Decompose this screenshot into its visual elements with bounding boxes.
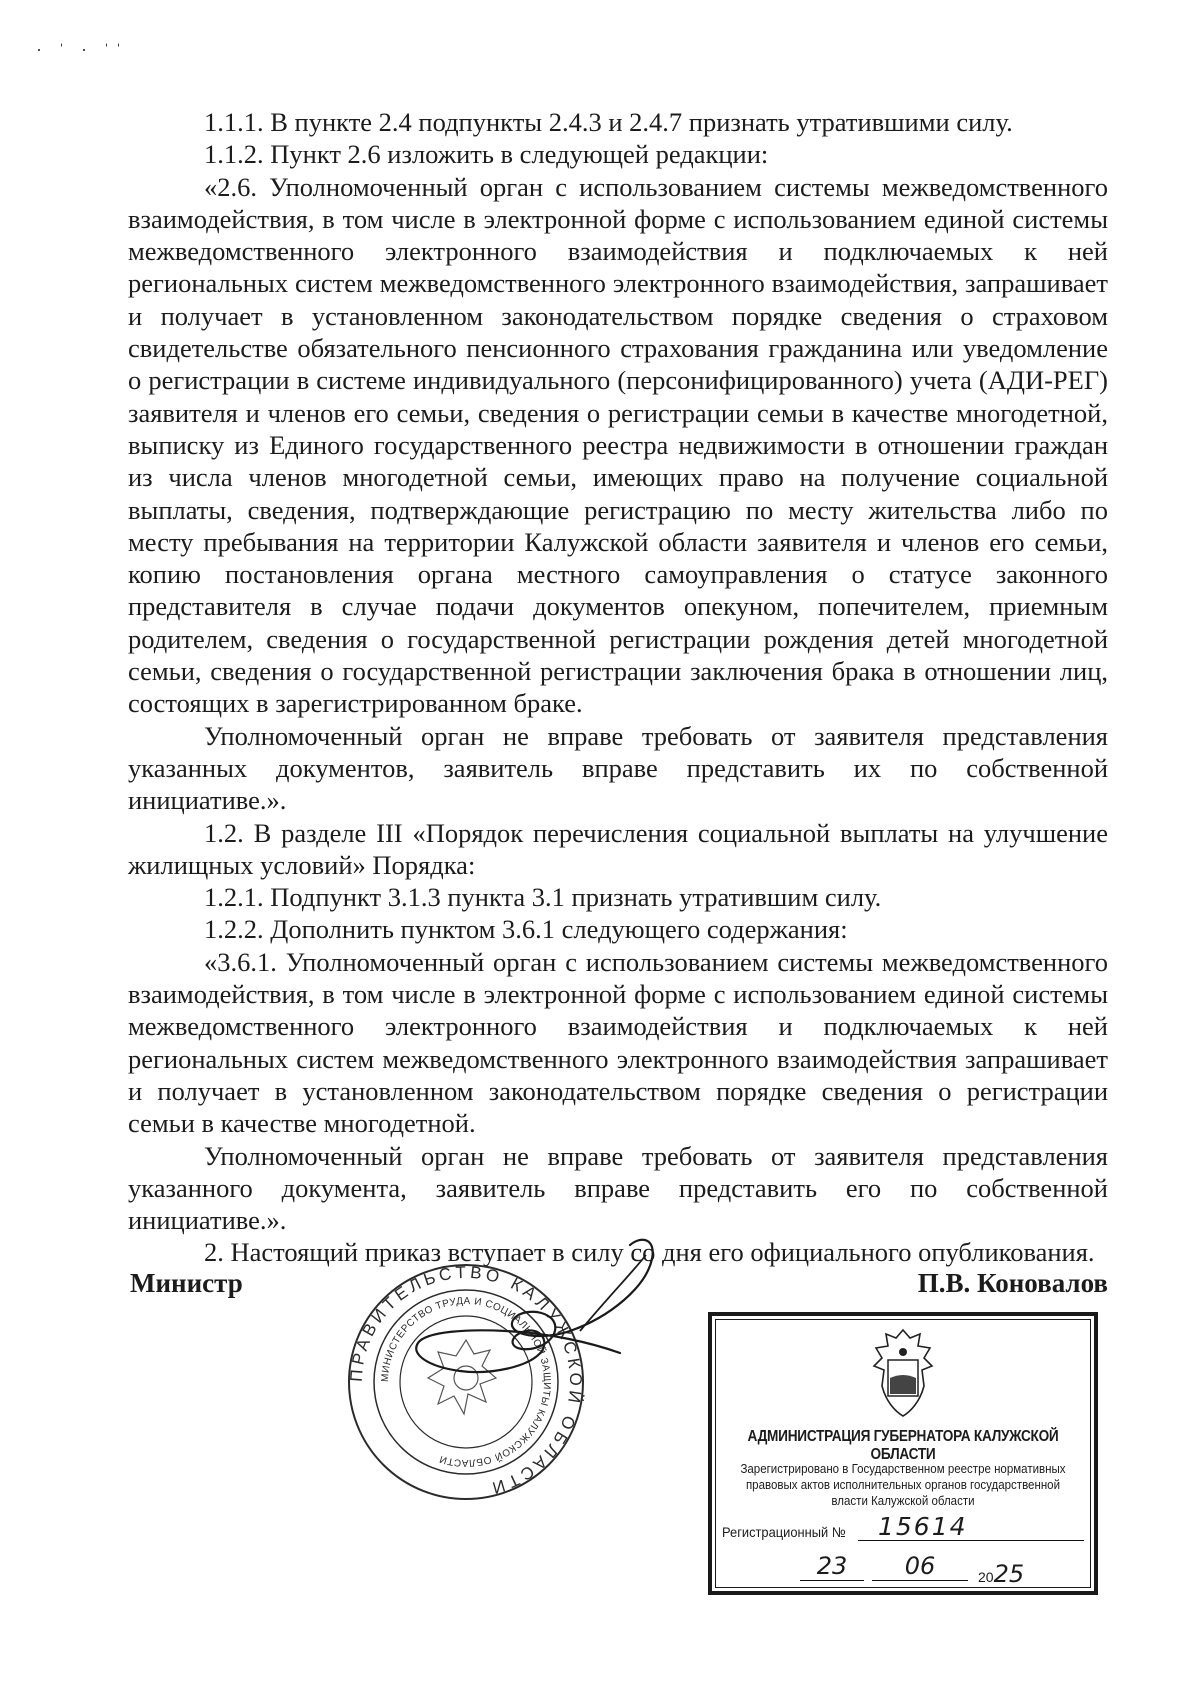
paragraph-1-2-1: 1.2.1. Подпункт 3.1.3 пункта 3.1 признать утратившим силу. [204, 882, 882, 913]
paragraph-1-1-2: 1.1.2. Пункт 2.6 изложить в следующей редакции: [204, 139, 769, 170]
registration-date-year [978, 1560, 1024, 1588]
paragraph-2-effective: 2. Настоящий приказ вступает в силу со дня его официального опубликования. [204, 1237, 1095, 1268]
registration-stamp [708, 1312, 1098, 1595]
document-body [128, 106, 1108, 1269]
scan-speck-marks: · ˈ · ˈˈ [36, 40, 128, 60]
registration-number-label: Регистрационный № [722, 1524, 846, 1540]
paragraph-3-6-1-note: Уполномоченный орган не вправе требовать от заявителя представления указанного документа, заявитель вправе представить его по собственной инициативе.». [128, 1140, 1108, 1236]
registration-year-prefix: 20 [978, 1569, 994, 1585]
handwritten-signature [380, 1235, 720, 1435]
svg-text:ПРАВИТЕЛЬСТВО КАЛУЖСКОЙ ОБЛАСТ: ПРАВИТЕЛЬСТВО КАЛУЖСКОЙ ОБЛАСТИ [346, 1262, 586, 1499]
signatory-position: Министр [130, 1268, 243, 1298]
paragraph-1-2-2: 1.2.2. Дополнить пунктом 3.6.1 следующего содержания: [204, 914, 848, 945]
paragraph-1-1-1: 1.1.1. В пункте 2.4 подпункты 2.4.3 и 2.4.7 признать утратившими силу. [204, 107, 1013, 137]
registration-authority: АДМИНИСТРАЦИЯ ГУБЕРНАТОРА КАЛУЖСКОЙ ОБЛАСТИ [747, 1428, 1059, 1463]
registration-date-day: 23 [800, 1552, 864, 1581]
paragraph-1-2: 1.2. В разделе III «Порядок перечисления социальной выплаты на улучшение жилищных условий» Порядка: [128, 817, 1108, 880]
registration-year-suffix: 25 [993, 1560, 1025, 1588]
paragraph-2-6-text: «2.6. Уполномоченный орган с использованием системы межведомственного взаимодействия, в том числе в электронной форме с использованием единой системы межведомственного электронного взаимодействия и подключаемых к ней региональных систем межведомственного электронного взаимодействия, запрашивает и получает в установленном законодательством порядке сведения о страховом свидетельстве обязательного пенсионного страхования гражданина или уведомление о регистрации в системе индивидуального (персонифицированного) учета (АДИ-РЕГ) заявителя и членов его семьи, сведения о регистрации семьи в качестве многодетной, выписку из Единого государственного реестра недвижимости в отношении граждан из числа членов многодетной семьи, имеющих право на получение социальной выплаты, сведения, подтверждающие регистрацию по месту жительства либо по месту пребывания на территории Калужской области заявителя и членов его семьи, копию постановления органа местного самоуправления о статусе законного представителя в случае подачи документов опекуном, попечителем, приемным родителем, сведения о государственной регистрации рождения детей многодетной семьи, сведения о государственной регистрации заключения брака в отношении лиц, состоящих в зарегистрированном браке. [128, 171, 1108, 719]
signatory-name: П.В. Коновалов [917, 1268, 1108, 1298]
registration-statement: Зарегистрировано в Государственном реестре нормативных правовых актов исполнительных органов государственной власти Калужской области [740, 1461, 1066, 1508]
paragraph-2-6-note: Уполномоченный орган не вправе требовать от заявителя представления указанных документов, заявитель вправе представить их по собственной инициативе.». [128, 720, 1108, 816]
registration-date-month: 06 [872, 1552, 968, 1581]
svg-text:МИНИСТЕРСТВО ТРУДА И СОЦИАЛЬНО: МИНИСТЕРСТВО ТРУДА И СОЦИАЛЬНОЙ ЗАЩИТЫ КАЛУЖСКОЙ ОБЛАСТИ [379, 1295, 553, 1469]
coat-of-arms-icon [860, 1326, 946, 1418]
registration-date [800, 1552, 1090, 1586]
registration-number: 15614 [858, 1514, 1084, 1541]
paragraph-3-6-1-text: «3.6.1. Уполномоченный орган с использованием системы межведомственного взаимодействия, в том числе в электронной форме с использованием единой системы межведомственного электронного взаимодействия и подключаемых к ней региональных систем межведомственного электронного взаимодействия запрашивает и получает в установленном законодательством порядке сведения о регистрации семьи в качестве многодетной. [128, 946, 1108, 1139]
